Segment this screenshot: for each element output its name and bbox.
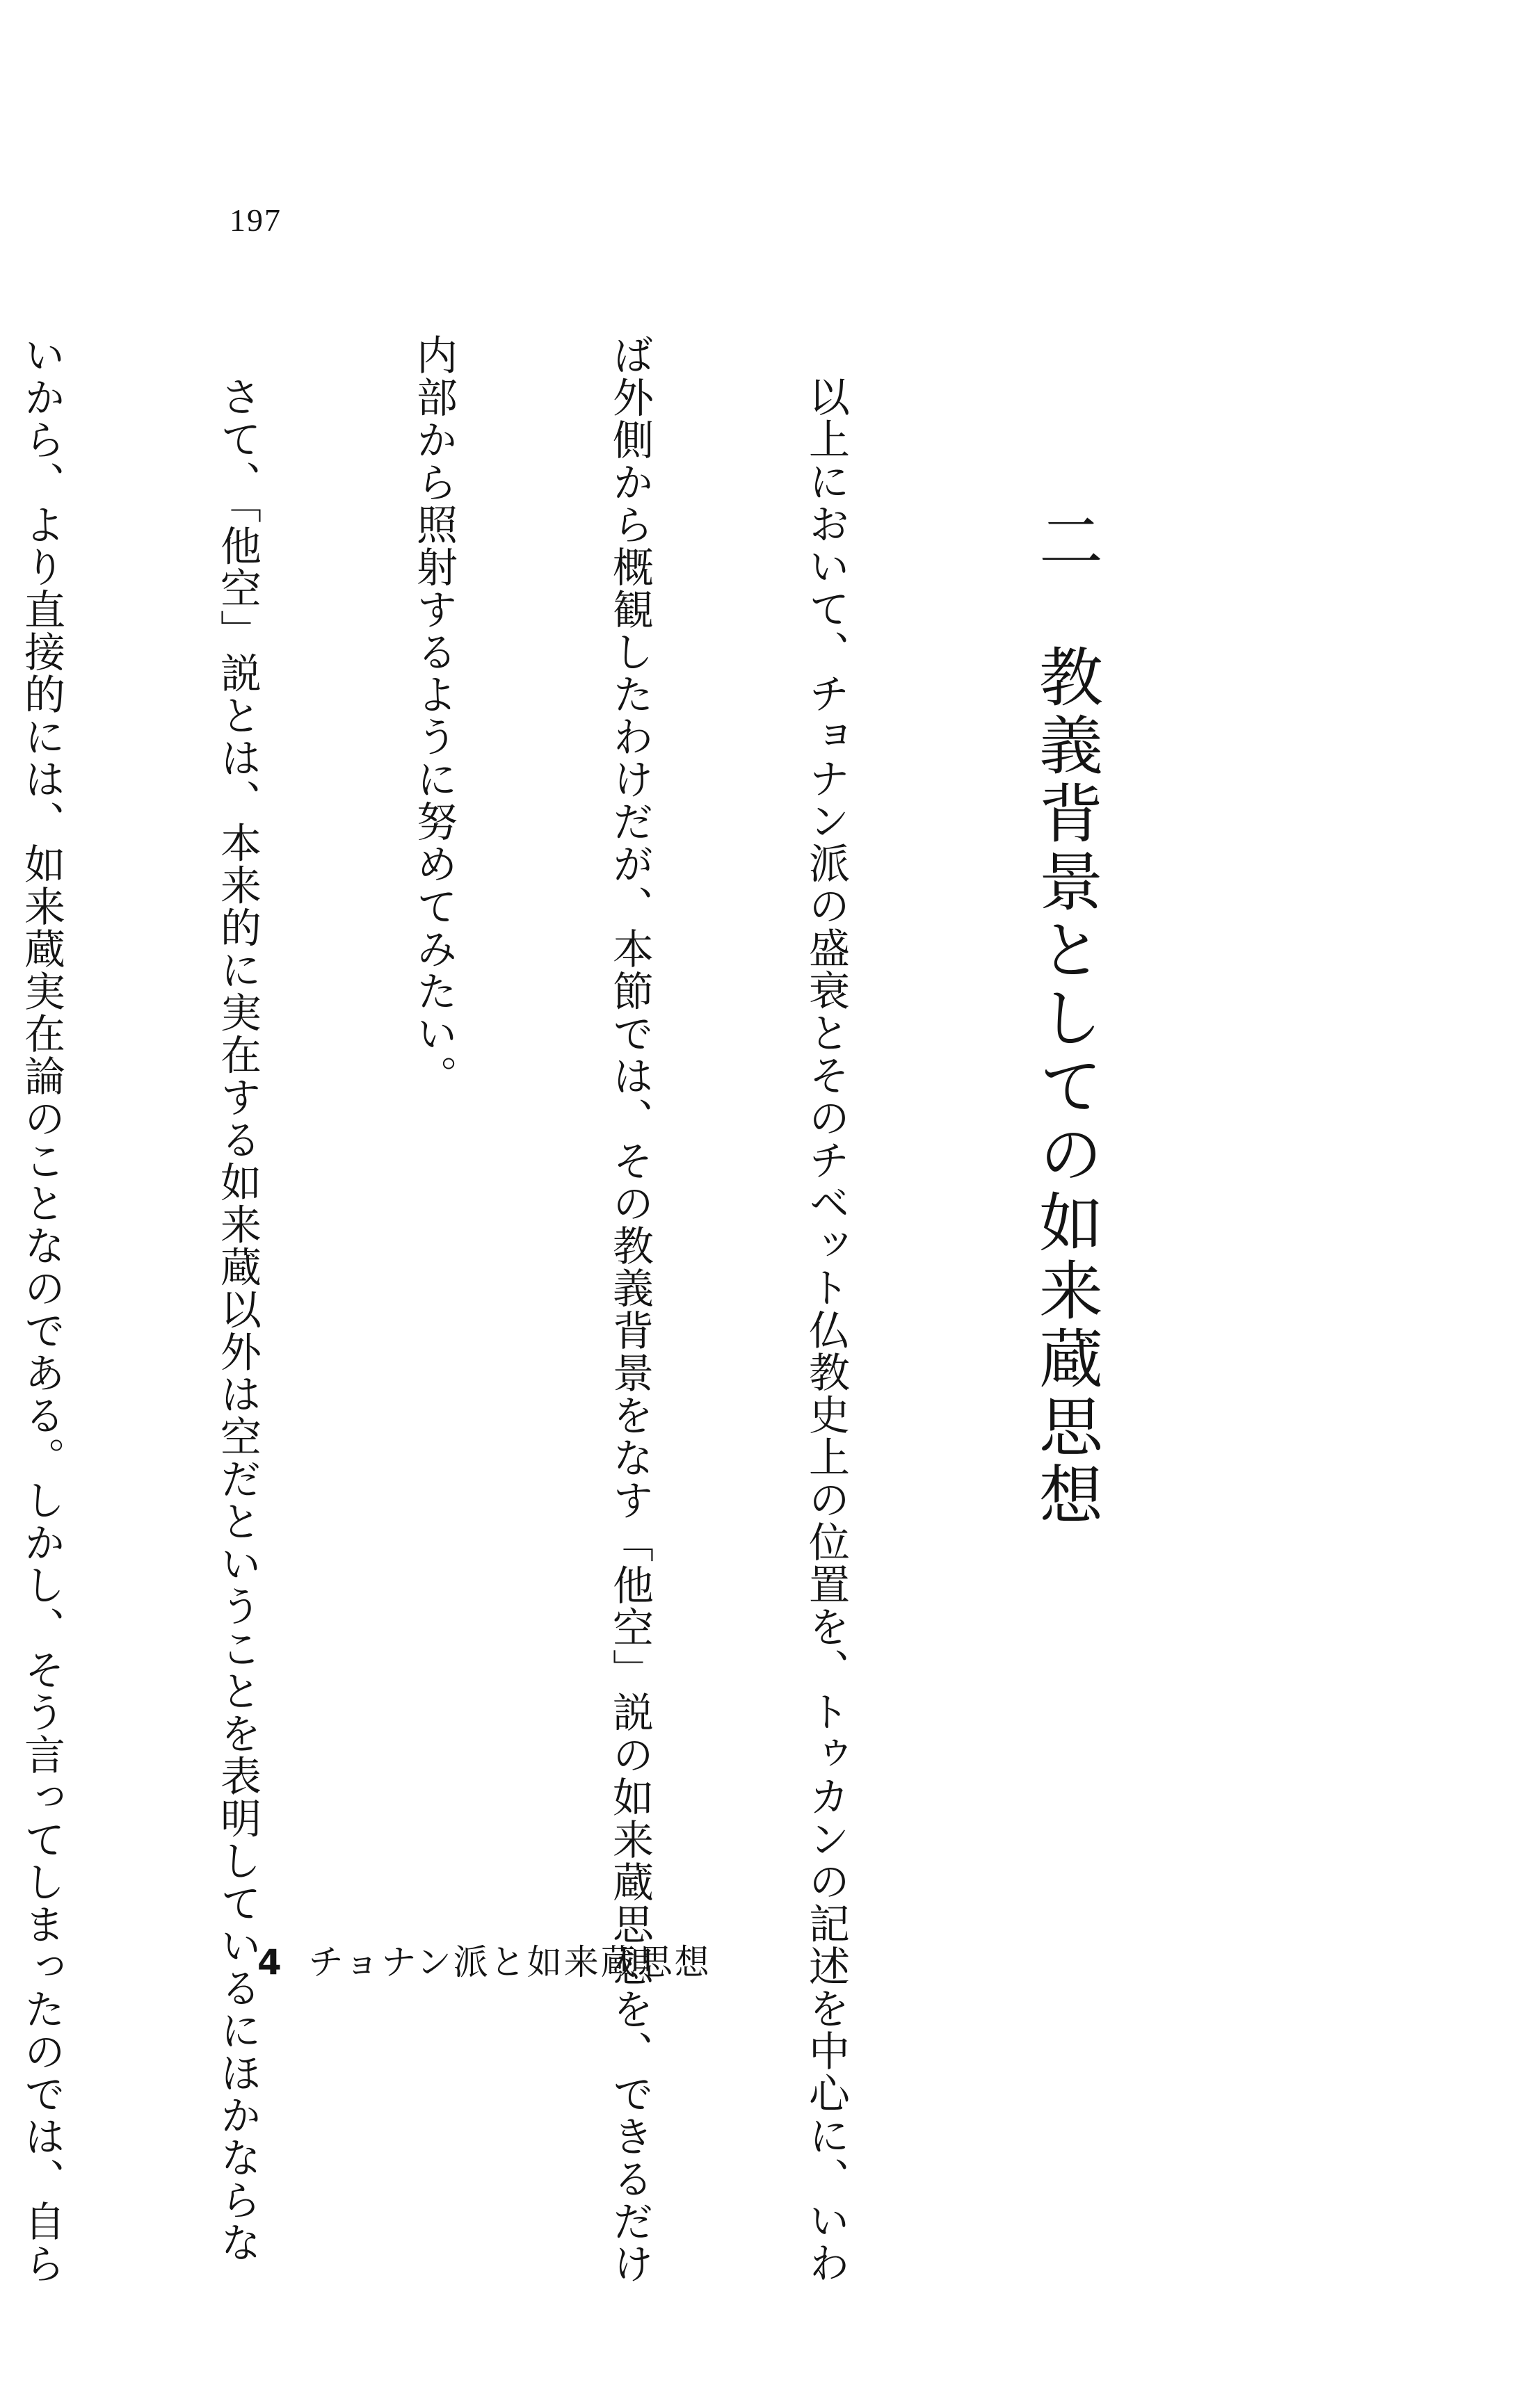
page-number: 197 [230, 202, 282, 238]
section-heading: 二 教義背景としての如来蔵思想 [1029, 508, 1103, 1530]
text-line: 内部から照射するように努めてみたい。 [410, 334, 458, 1097]
text-line: ば外側から概観したわけだが、本節では、その教義背景をなす「他空」説の如来蔵思想を、できるだけ [606, 334, 654, 2285]
text-line: いから、より直接的には、如来蔵実在論のことなのである。しかし、そう言ってしまったのでは、自ら [17, 334, 65, 2285]
text-line: 以上において、チョナン派の盛衰とそのチベット仏教史上の位置を、トゥカンの記述を中心に、いわ [802, 375, 850, 2284]
chapter-number: 4 [257, 1942, 284, 1982]
running-footer [257, 1934, 712, 1985]
text-line: さて、「他空」説とは、本来的に実在する如来蔵以外は空だということを表明しているにほかならな [214, 375, 262, 2264]
chapter-title: チョナン派と如来蔵思想 [308, 1942, 712, 1982]
